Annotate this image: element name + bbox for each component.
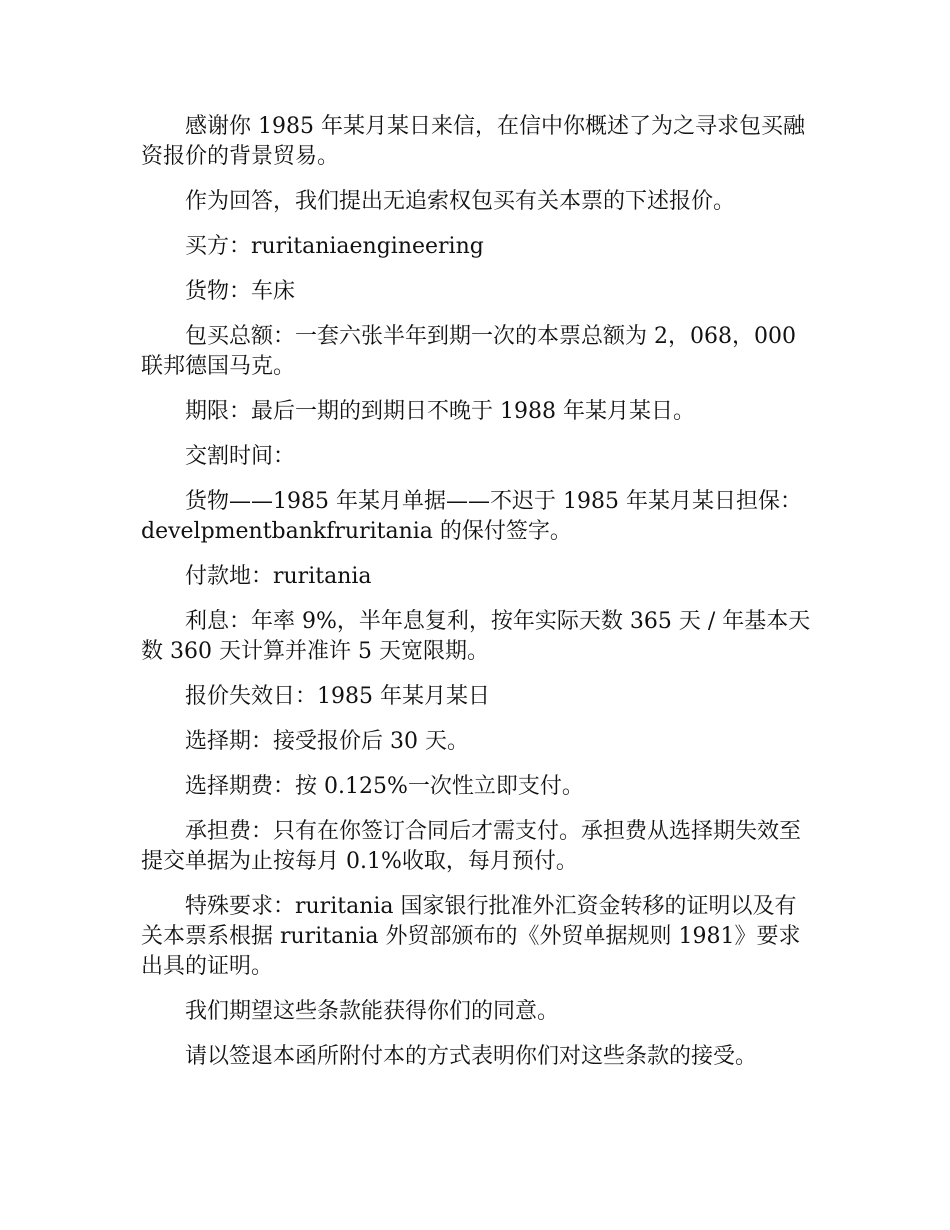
paragraph-hope-agreement: 我们期望这些条款能获得你们的同意。 [185, 999, 560, 1024]
paragraph-commitment-fee: 承担费：只有在你签订合同后才需支付。承担费从选择期失效至提交单据为止按每月 0.1%收取，每月预付。 [141, 819, 802, 874]
paragraph-special-requirements: 特殊要求：ruritania 国家银行批准外汇资金转移的证明以及有关本票系根据 ruritania 外贸部颁布的《外贸单据规则 1981》要求出具的证明。 [141, 894, 801, 979]
paragraph-delivery-time: 交割时间： [185, 444, 296, 469]
paragraph-offer-expiry: 报价失效日：1985 年某月某日 [185, 684, 490, 709]
paragraph-total-amount: 包买总额：一套六张半年到期一次的本票总额为 2，068，000 联邦德国马克。 [141, 324, 796, 379]
paragraph-acceptance-request: 请以签退本函所附付本的方式表明你们对这些条款的接受。 [185, 1044, 758, 1069]
paragraph-thanks: 感谢你 1985 年某月某日来信，在信中你概述了为之寻求包买融资报价的背景贸易。 [141, 114, 805, 169]
paragraph-payment-place: 付款地：ruritania [185, 564, 372, 589]
paragraph-reply: 作为回答，我们提出无追索权包买有关本票的下述报价。 [185, 189, 736, 214]
paragraph-term: 期限：最后一期的到期日不晚于 1988 年某月某日。 [185, 399, 695, 424]
paragraph-goods-documents: 货物——1985 年某月单据——不迟于 1985 年某月某日担保：develpmentbankfruritania 的保付签字。 [141, 489, 802, 544]
paragraph-option-fee: 选择期费：按 0.125%一次性立即支付。 [185, 774, 584, 799]
paragraph-goods: 货物：车床 [185, 279, 296, 304]
paragraph-buyer: 买方：ruritaniaengineering [185, 234, 484, 259]
paragraph-option-period: 选择期：接受报价后 30 天。 [185, 729, 469, 754]
letter-body [141, 112, 813, 1087]
paragraph-interest: 利息：年率 9%，半年息复利，按年实际天数 365 天 / 年基本天数 360 天计算并准许 5 天宽限期。 [141, 609, 811, 664]
